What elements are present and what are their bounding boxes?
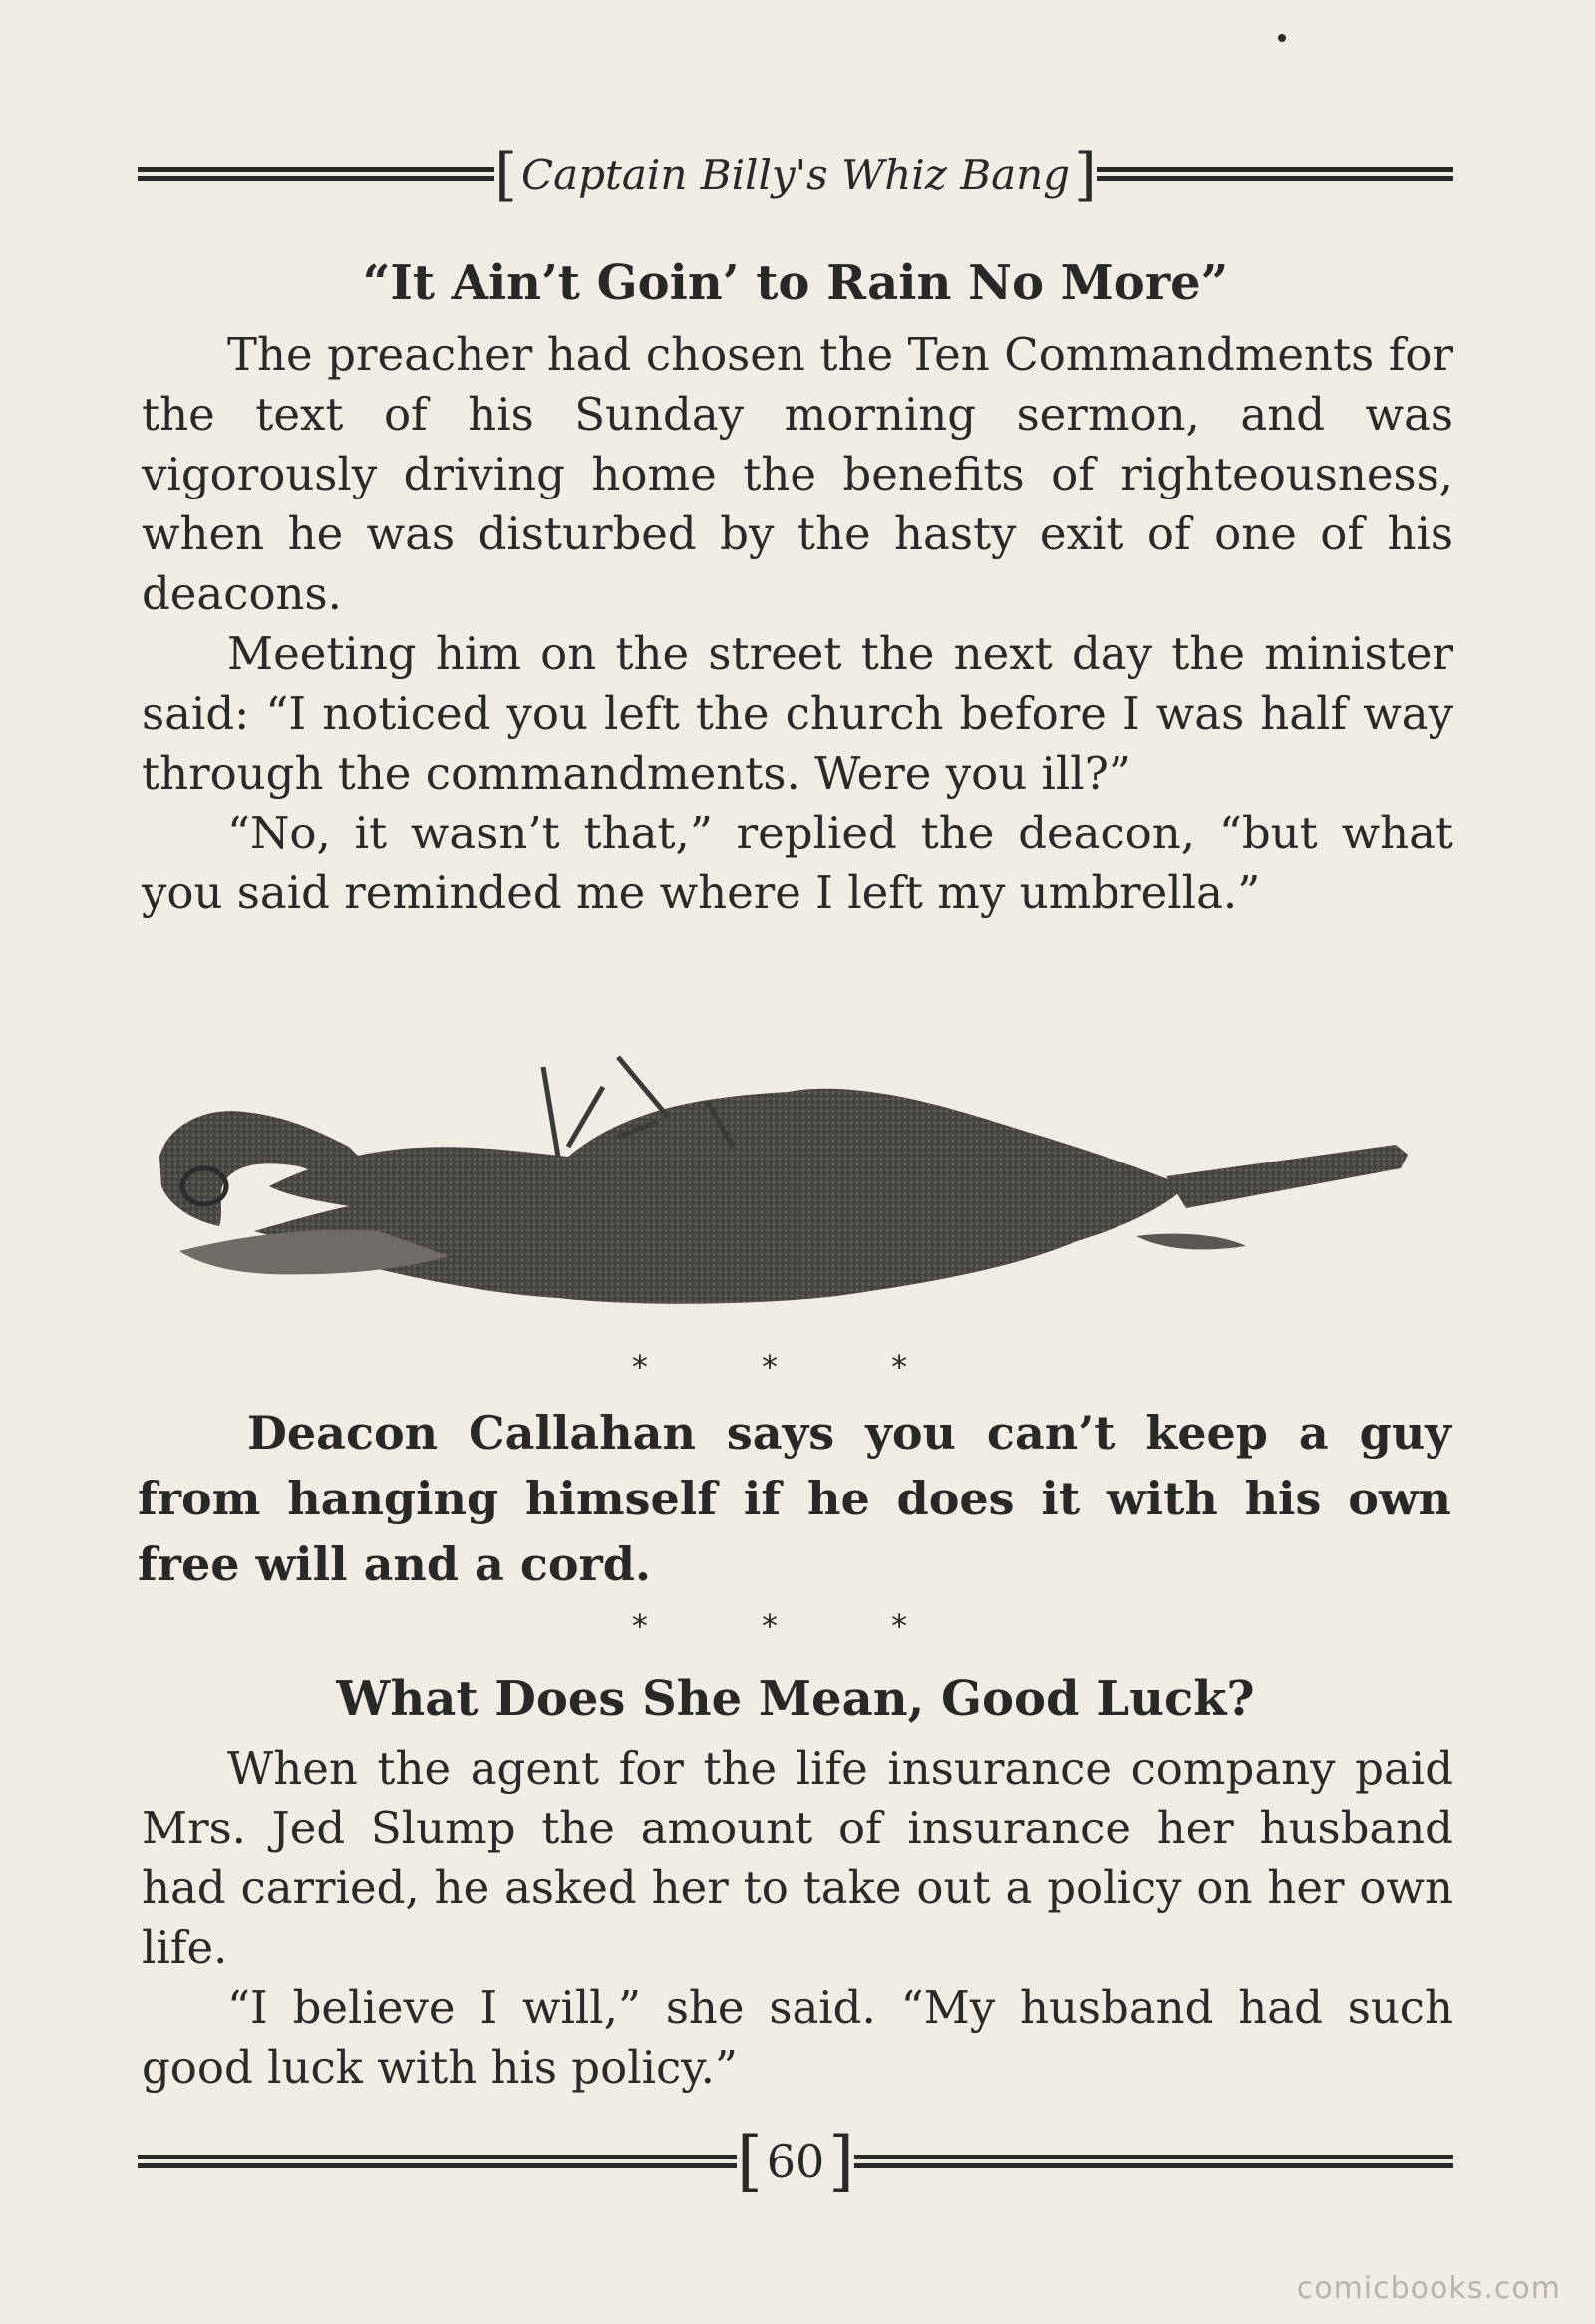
header-bracket-close: ] bbox=[1074, 141, 1097, 208]
footer-bracket-close: ] bbox=[828, 2123, 855, 2199]
header-rule-left bbox=[138, 167, 494, 181]
story-paragraph: When the agent for the life insurance company paid Mrs. Jed Slump the amount of insurance her husband had carried, he asked her to take out a policy on her own life. bbox=[142, 1742, 1453, 1974]
header-rule-right bbox=[1097, 167, 1453, 181]
running-header bbox=[138, 140, 1453, 209]
story-paragraph: The preacher had chosen the Ten Commandments for the text of his Sunday morning sermon, and was vigorously driving home the benefits of righteousness, when he was disturbed by the hasty exit of one of his deacons. bbox=[142, 328, 1453, 620]
header-bracket-open: [ bbox=[494, 141, 517, 208]
publication-title: Captain Billy's Whiz Bang bbox=[520, 150, 1071, 199]
section-separator: * * * bbox=[631, 1607, 960, 1645]
footer-rule-right bbox=[854, 2155, 1453, 2168]
story-paragraph: Meeting him on the street the next day the minister said: “I noticed you left the church before I was half way through the commandments. Were you ill?” bbox=[142, 627, 1453, 800]
footer-rule-left bbox=[138, 2155, 737, 2168]
printed-dot bbox=[1278, 34, 1286, 42]
umbrella-illustration bbox=[150, 1037, 1445, 1326]
story-body bbox=[142, 1739, 1453, 2098]
source-watermark: comicbooks.com bbox=[1296, 2271, 1561, 2306]
story-paragraph: “No, it wasn’t that,” replied the deacon, “but what you said reminded me where I left my umbrella.” bbox=[142, 807, 1453, 919]
story-paragraph: “I believe I will,” she said. “My husband had such good luck with his policy.” bbox=[142, 1981, 1453, 2094]
section-separator: * * * bbox=[631, 1348, 960, 1386]
story-title: What Does She Mean, Good Luck? bbox=[336, 1671, 1255, 1727]
page-number: 60 bbox=[766, 2135, 825, 2188]
page-footer bbox=[138, 2122, 1453, 2201]
story-body bbox=[142, 325, 1453, 923]
deacon-joke: Deacon Callahan says you can’t keep a guy from hanging himself if he does it with his own free will and a cord. bbox=[138, 1406, 1451, 1591]
story-title: “It Ain’t Goin’ to Rain No More” bbox=[362, 255, 1229, 311]
footer-bracket-open: [ bbox=[736, 2123, 763, 2199]
